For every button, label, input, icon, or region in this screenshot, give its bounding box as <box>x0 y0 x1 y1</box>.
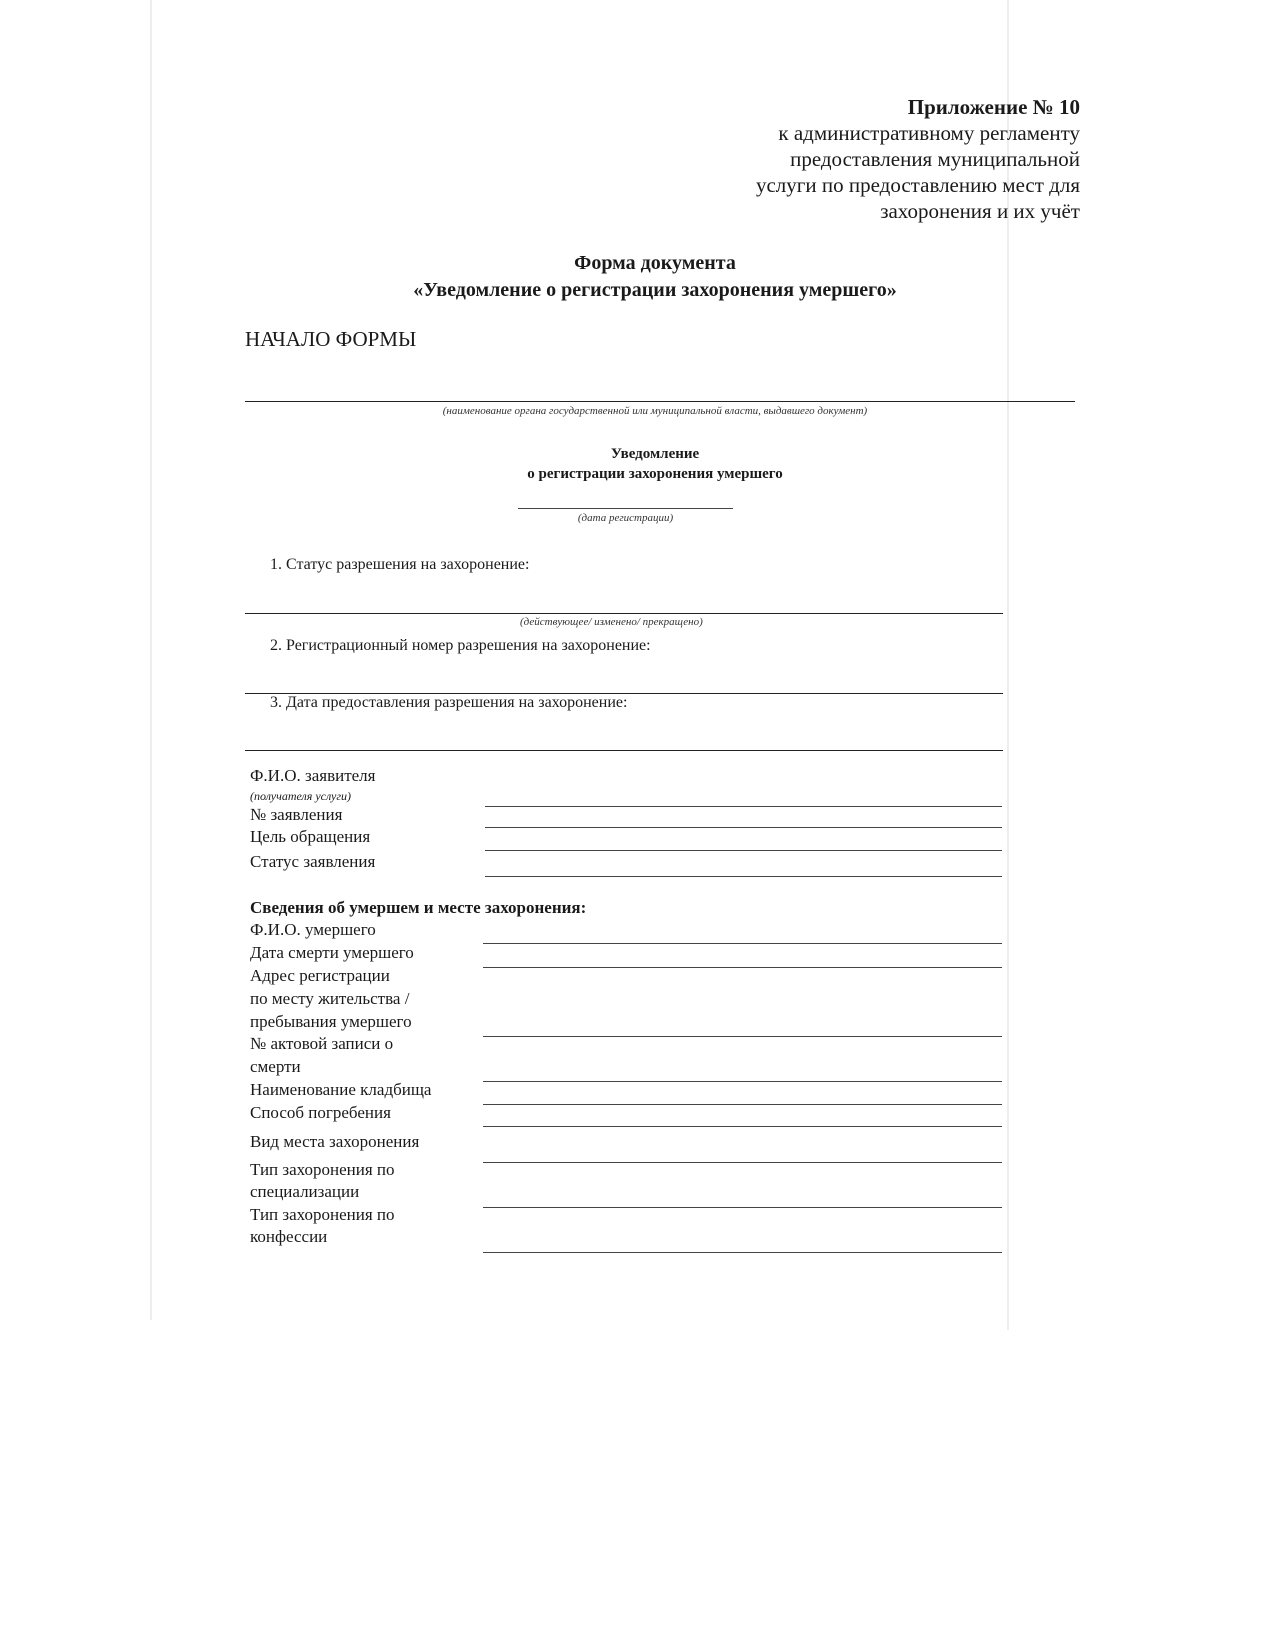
form-start-label: НАЧАЛО ФОРМЫ <box>245 327 417 351</box>
document-form-title-line: Форма документа <box>574 252 736 274</box>
burial-place-type-line <box>483 1162 1002 1163</box>
death-date-label: Дата смерти умершего <box>250 943 414 962</box>
notice-title-line: Уведомление <box>610 446 700 462</box>
appendix-line: к административному регламенту <box>778 121 1080 145</box>
burial-method-label: Способ погребения <box>250 1103 391 1122</box>
specialization-label-line1: Тип захоронения по <box>250 1160 395 1179</box>
permit-date-question: 3. Дата предоставления разрешения на захоронение: <box>270 694 628 711</box>
confession-label-line1: Тип захоронения по <box>250 1205 395 1224</box>
notice-title <box>150 444 1160 484</box>
permit-status-line <box>245 613 1003 614</box>
application-number-line <box>485 827 1002 828</box>
cemetery-label: Наименование кладбища <box>250 1080 432 1099</box>
appendix-title: Приложение № 10 <box>907 95 1080 119</box>
permit-status-question: 1. Статус разрешения на захоронение: <box>270 556 530 573</box>
specialization-label-line2: специализации <box>250 1182 360 1201</box>
appendix-line: услуги по предоставлению мест для <box>755 173 1080 197</box>
act-record-label-line1: № актовой записи о <box>250 1034 394 1053</box>
specialization-line <box>483 1207 1002 1208</box>
application-status-label: Статус заявления <box>250 852 376 871</box>
permit-status-caption: (действующее/ изменено/ прекращено) <box>520 616 703 628</box>
application-status-line <box>485 876 1002 877</box>
burial-place-type-label: Вид места захоронения <box>250 1132 420 1151</box>
address-label-line3: пребывания умершего <box>250 1012 412 1031</box>
purpose-line <box>485 850 1002 851</box>
appendix-line: предоставления муниципальной <box>790 147 1080 171</box>
applicant-fio-note: (получателя услуги) <box>250 789 352 803</box>
appendix-line: захоронения и их учёт <box>880 199 1080 223</box>
purpose-label: Цель обращения <box>250 827 371 846</box>
issuer-caption: (наименование органа государственной или муниципальной власти, выдавшего документ) <box>442 405 868 417</box>
permit-number-question: 2. Регистрационный номер разрешения на захоронение: <box>270 637 651 654</box>
death-date-line <box>483 967 1002 968</box>
address-line <box>483 1036 1002 1037</box>
document-form-title <box>150 250 1160 304</box>
deceased-fio-line <box>483 943 1002 944</box>
burial-method-line <box>483 1126 1002 1127</box>
document-form-title-line: «Уведомление о регистрации захоронения умершего» <box>413 279 897 301</box>
address-label-line1: Адрес регистрации <box>250 966 390 985</box>
confession-line <box>483 1252 1002 1253</box>
applicant-fio-label: Ф.И.О. заявителя <box>250 766 376 785</box>
registration-date-line <box>518 508 733 509</box>
confession-label-line2: конфессии <box>250 1227 328 1246</box>
registration-date-caption: (дата регистрации) <box>577 512 674 524</box>
application-number-label: № заявления <box>250 805 343 824</box>
issuer-line <box>245 401 1075 402</box>
appendix-header <box>756 94 1080 224</box>
deceased-fio-label: Ф.И.О. умершего <box>250 920 376 939</box>
applicant-fio-line <box>485 806 1002 807</box>
scan-edge-left <box>150 0 152 1320</box>
deceased-section-heading: Сведения об умершем и месте захоронения: <box>250 898 587 917</box>
address-label-line2: по месту жительства / <box>250 989 410 1008</box>
act-record-label-line2: смерти <box>250 1057 301 1076</box>
permit-date-line <box>245 750 1003 751</box>
notice-title-line: о регистрации захоронения умершего <box>527 466 783 482</box>
act-record-line <box>483 1081 1002 1082</box>
cemetery-line <box>483 1104 1002 1105</box>
